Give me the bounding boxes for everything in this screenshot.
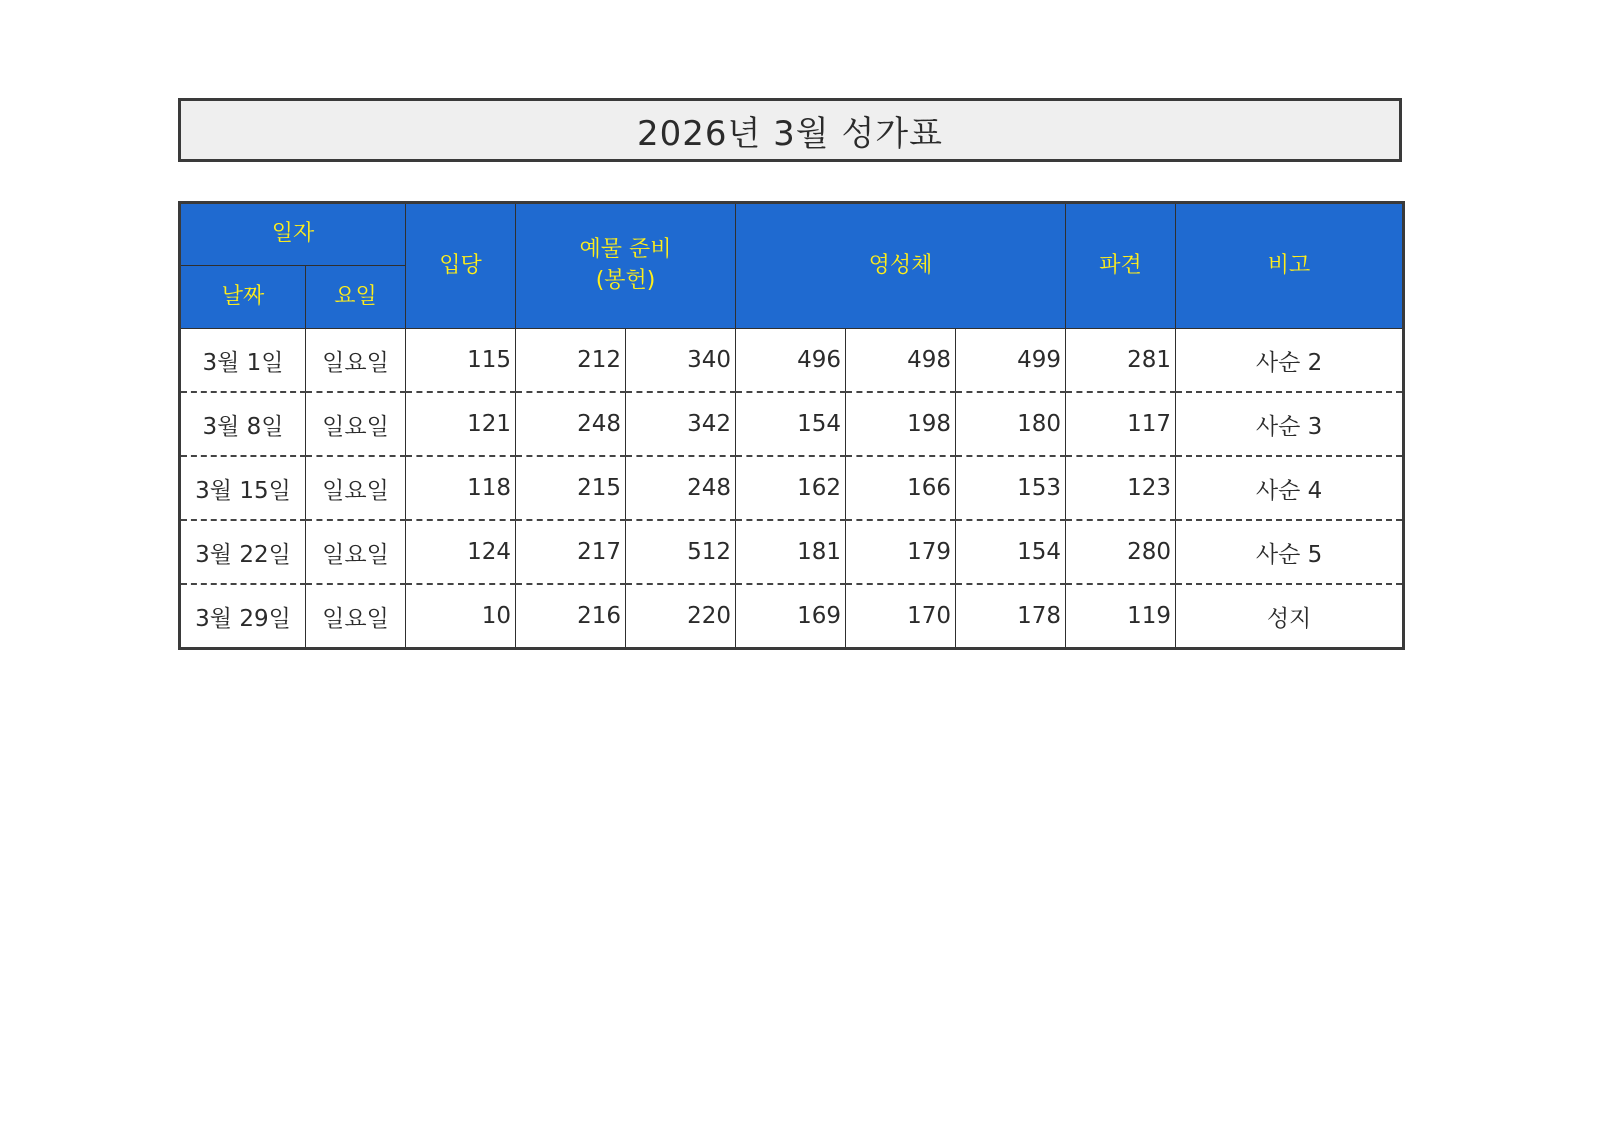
header-row-top bbox=[180, 203, 1404, 266]
communion-cell-1: 169 bbox=[736, 584, 846, 649]
dismissal-cell: 117 bbox=[1066, 392, 1176, 456]
offertory-cell-1: 217 bbox=[516, 520, 626, 584]
header-communion: 영성체 bbox=[736, 203, 1066, 329]
weekday-cell: 일요일 bbox=[306, 584, 406, 649]
communion-cell-3: 180 bbox=[956, 392, 1066, 456]
entrance-cell: 118 bbox=[406, 456, 516, 520]
communion-cell-2: 498 bbox=[846, 329, 956, 393]
communion-cell-1: 496 bbox=[736, 329, 846, 393]
header-dismissal: 파견 bbox=[1066, 203, 1176, 329]
table-row bbox=[180, 520, 1404, 584]
communion-cell-2: 198 bbox=[846, 392, 956, 456]
communion-cell-2: 170 bbox=[846, 584, 956, 649]
header-offertory-line1: 예물 준비 bbox=[579, 237, 672, 263]
table-row bbox=[180, 329, 1404, 393]
hymn-schedule-table bbox=[178, 201, 1405, 650]
header-weekday: 요일 bbox=[306, 266, 406, 329]
weekday-cell: 일요일 bbox=[306, 520, 406, 584]
remarks-cell: 사순 3 bbox=[1176, 392, 1404, 456]
offertory-cell-1: 248 bbox=[516, 392, 626, 456]
communion-cell-2: 179 bbox=[846, 520, 956, 584]
offertory-cell-1: 215 bbox=[516, 456, 626, 520]
remarks-cell: 성지 bbox=[1176, 584, 1404, 649]
entrance-cell: 124 bbox=[406, 520, 516, 584]
entrance-cell: 121 bbox=[406, 392, 516, 456]
communion-cell-1: 181 bbox=[736, 520, 846, 584]
communion-cell-2: 166 bbox=[846, 456, 956, 520]
communion-cell-1: 162 bbox=[736, 456, 846, 520]
offertory-cell-1: 212 bbox=[516, 329, 626, 393]
offertory-cell-1: 216 bbox=[516, 584, 626, 649]
dismissal-cell: 281 bbox=[1066, 329, 1176, 393]
table-row bbox=[180, 584, 1404, 649]
communion-cell-3: 499 bbox=[956, 329, 1066, 393]
entrance-cell: 10 bbox=[406, 584, 516, 649]
dismissal-cell: 123 bbox=[1066, 456, 1176, 520]
remarks-cell: 사순 2 bbox=[1176, 329, 1404, 393]
header-date: 날짜 bbox=[180, 266, 306, 329]
offertory-cell-2: 340 bbox=[626, 329, 736, 393]
communion-cell-3: 178 bbox=[956, 584, 1066, 649]
header-entrance: 입당 bbox=[406, 203, 516, 329]
entrance-cell: 115 bbox=[406, 329, 516, 393]
page-title: 2026년 3월 성가표 bbox=[178, 98, 1402, 162]
offertory-cell-2: 342 bbox=[626, 392, 736, 456]
weekday-cell: 일요일 bbox=[306, 456, 406, 520]
communion-cell-3: 154 bbox=[956, 520, 1066, 584]
header-offertory-line2: (봉헌) bbox=[595, 268, 656, 293]
date-cell: 3월 8일 bbox=[180, 392, 306, 456]
offertory-cell-2: 220 bbox=[626, 584, 736, 649]
table-row bbox=[180, 456, 1404, 520]
date-cell: 3월 15일 bbox=[180, 456, 306, 520]
weekday-cell: 일요일 bbox=[306, 329, 406, 393]
remarks-cell: 사순 4 bbox=[1176, 456, 1404, 520]
header-date-group: 일자 bbox=[180, 203, 406, 266]
weekday-cell: 일요일 bbox=[306, 392, 406, 456]
header-offertory bbox=[516, 203, 736, 329]
date-cell: 3월 1일 bbox=[180, 329, 306, 393]
date-cell: 3월 22일 bbox=[180, 520, 306, 584]
dismissal-cell: 280 bbox=[1066, 520, 1176, 584]
header-remarks: 비고 bbox=[1176, 203, 1404, 329]
communion-cell-1: 154 bbox=[736, 392, 846, 456]
dismissal-cell: 119 bbox=[1066, 584, 1176, 649]
communion-cell-3: 153 bbox=[956, 456, 1066, 520]
offertory-cell-2: 512 bbox=[626, 520, 736, 584]
date-cell: 3월 29일 bbox=[180, 584, 306, 649]
table-row bbox=[180, 392, 1404, 456]
remarks-cell: 사순 5 bbox=[1176, 520, 1404, 584]
offertory-cell-2: 248 bbox=[626, 456, 736, 520]
